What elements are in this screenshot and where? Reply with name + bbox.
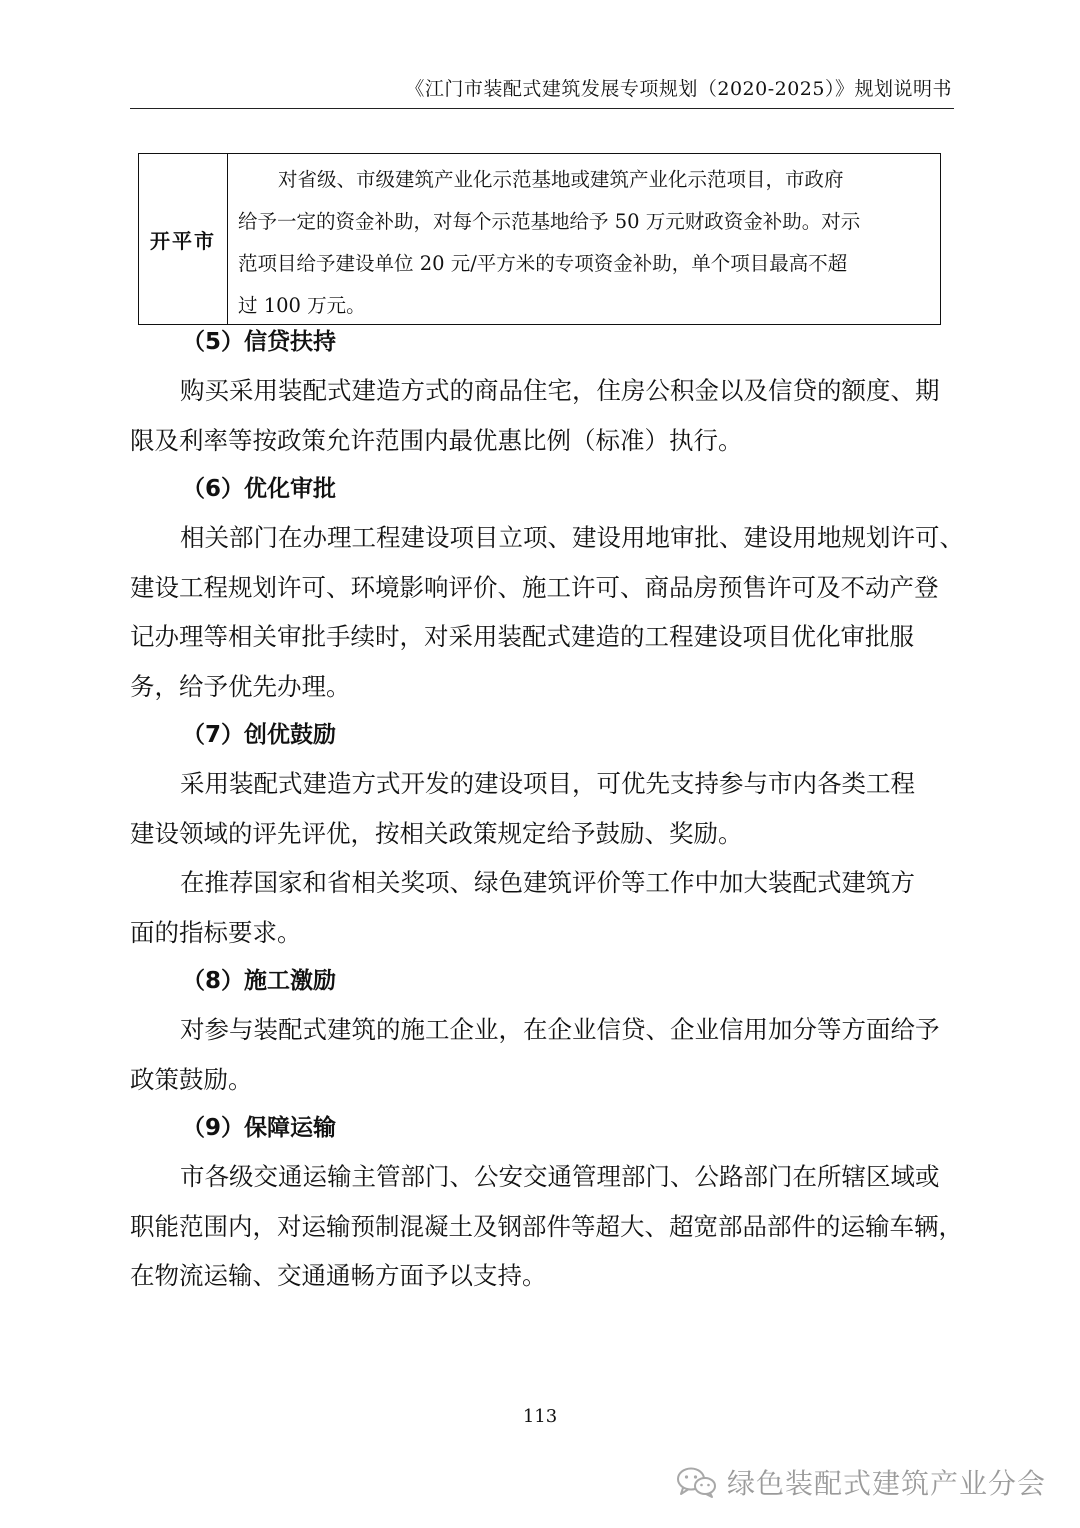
paragraph — [130, 1005, 960, 1104]
section-heading-construction-incentive: （8）施工激励 — [182, 968, 337, 994]
section-heading-excellence-encouragement: （7）创优鼓励 — [182, 722, 337, 748]
table-description-cell — [228, 154, 940, 324]
paragraph-line: 限及利率等按政策允许范围内最优惠比例（标准）执行。 — [130, 425, 743, 455]
table-city-cell: 开平市 — [139, 154, 228, 324]
paragraph-line: 职能范围内，对运输预制混凝土及钢部件等超大、超宽部品部件的运输车辆， — [130, 1211, 963, 1241]
paragraph-line: 面的指标要求。 — [130, 917, 302, 947]
paragraph-line: 购买采用装配式建造方式的商品住宅，住房公积金以及信贷的额度、期 — [180, 376, 940, 405]
table-description-line: 对省级、市级建筑产业化示范基地或建筑产业化示范项目，市政府 — [278, 168, 844, 191]
paragraph — [130, 858, 960, 957]
paragraph-line: 在推荐国家和省相关奖项、绿色建筑评价等工作中加大装配式建筑方 — [180, 868, 915, 897]
page-number: 113 — [522, 1406, 558, 1427]
running-header: 《江门市装配式建筑发展专项规划（2020-2025）》规划说明书 — [405, 78, 952, 100]
paragraph — [130, 1152, 963, 1301]
watermark — [675, 1462, 1046, 1502]
paragraph-line: 政策鼓励。 — [130, 1064, 253, 1094]
paragraph — [130, 759, 960, 858]
paragraph-line: 务，给予优先办理。 — [130, 671, 351, 701]
subsidy-table — [138, 153, 941, 325]
paragraph-line: 建设工程规划许可、环境影响评价、施工许可、商品房预售许可及不动产登 — [130, 572, 939, 602]
table-description-line: 过 100 万元。 — [238, 294, 366, 317]
paragraph-line: 相关部门在办理工程建设项目立项、建设用地审批、建设用地规划许可、 — [180, 523, 964, 552]
paragraph-line: 建设领域的评先评优，按相关政策规定给予鼓励、奖励。 — [130, 818, 743, 848]
paragraph — [130, 513, 964, 711]
body-content — [130, 318, 964, 1301]
section-heading-transport-guarantee: （9）保障运输 — [182, 1115, 337, 1141]
paragraph — [130, 366, 960, 465]
paragraph-line: 市各级交通运输主管部门、公安交通管理部门、公路部门在所辖区域或 — [180, 1162, 940, 1191]
paragraph-line: 记办理等相关审批手续时，对采用装配式建造的工程建设项目优化审批服 — [130, 622, 914, 651]
section-heading-credit-support: （5）信贷扶持 — [182, 329, 337, 355]
table-description-line: 范项目给予建设单位 20 元/平方米的专项资金补助，单个项目最高不超 — [238, 252, 848, 275]
watermark-text: 绿色装配式建筑产业分会 — [726, 1467, 1046, 1500]
section-heading-optimize-approval: （6）优化审批 — [182, 476, 337, 502]
paragraph-line: 在物流运输、交通通畅方面予以支持。 — [130, 1261, 547, 1290]
paragraph-line: 对参与装配式建筑的施工企业，在企业信贷、企业信用加分等方面给予 — [180, 1015, 940, 1044]
table-description-line: 给予一定的资金补助，对每个示范基地给予 50 万元财政资金补助。对示 — [238, 210, 861, 233]
header-rule — [130, 108, 954, 109]
paragraph-line: 采用装配式建造方式开发的建设项目，可优先支持参与市内各类工程 — [180, 769, 915, 798]
wechat-icon — [675, 1464, 719, 1500]
